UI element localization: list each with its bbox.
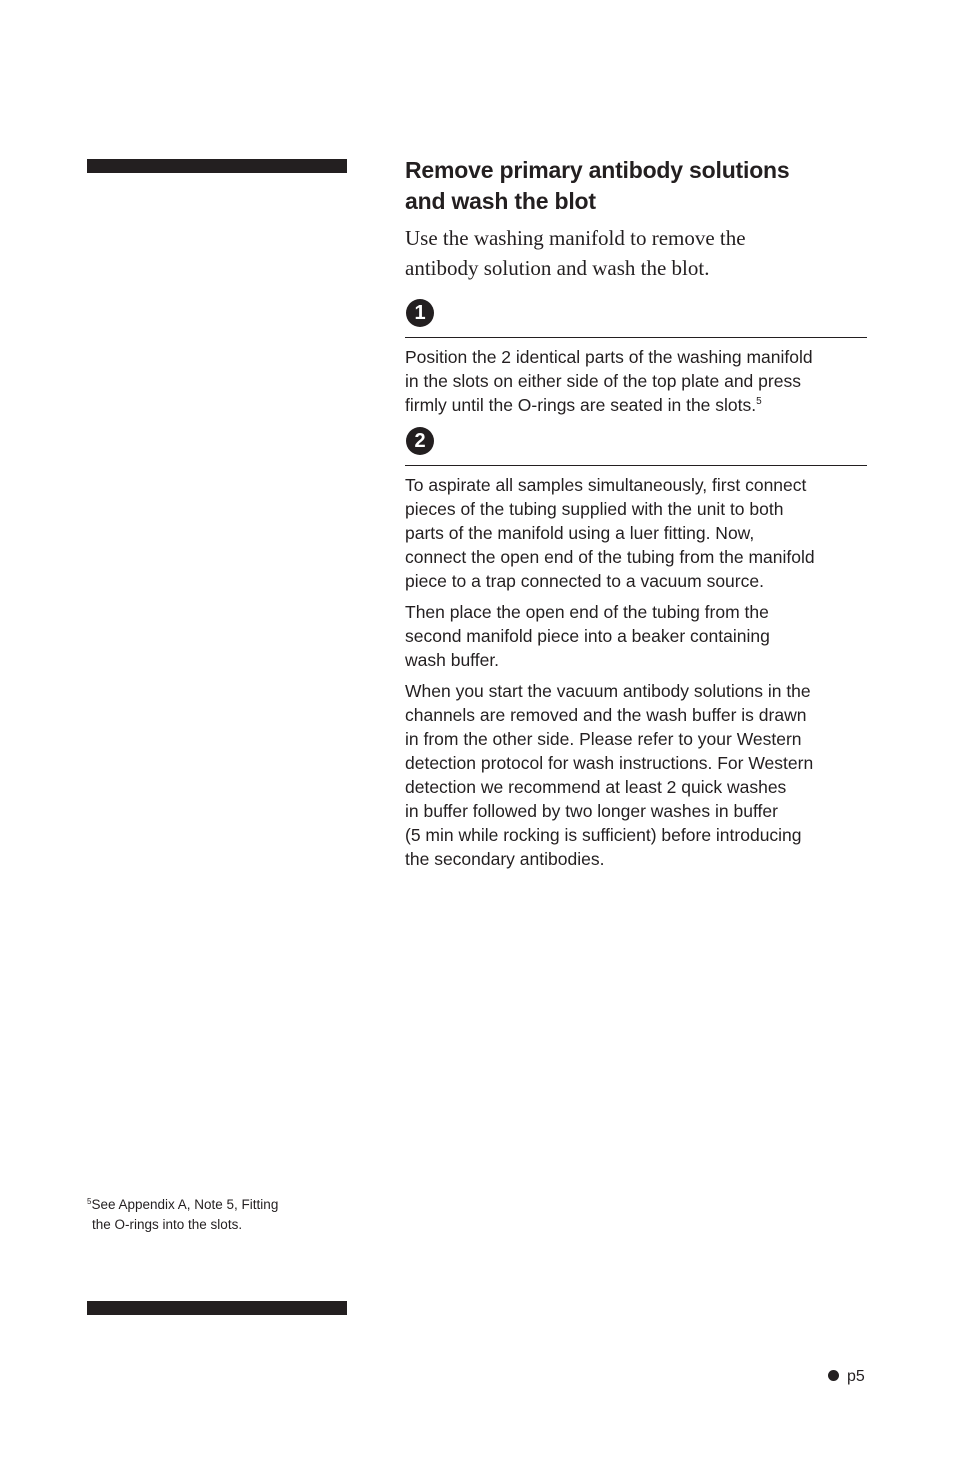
text-line: pieces of the tubing supplied with the unit to both xyxy=(405,499,784,519)
footnote-reference: 5 xyxy=(756,396,762,407)
text-line: channels are removed and the wash buffer is drawn xyxy=(405,705,807,725)
section-heading xyxy=(405,155,867,217)
step-paragraph xyxy=(405,679,867,871)
text-line: in from the other side. Please refer to your Western xyxy=(405,729,802,749)
footnote-line xyxy=(87,1195,347,1215)
step-number-badge: 1 xyxy=(406,299,434,327)
step-paragraph xyxy=(405,600,867,672)
text-line: To aspirate all samples simultaneously, first connect xyxy=(405,475,807,495)
text-line: (5 min while rocking is sufficient) before introducing xyxy=(405,825,802,845)
footnote-marker: 5 xyxy=(87,1197,92,1206)
text-line: piece to a trap connected to a vacuum source. xyxy=(405,571,764,591)
text-line xyxy=(405,393,867,417)
text-line: Position the 2 identical parts of the washing manifold xyxy=(405,347,813,367)
intro-line: Use the washing manifold to remove the xyxy=(405,226,746,250)
text-line: in the slots on either side of the top plate and press xyxy=(405,371,801,391)
step-number-badge: 2 xyxy=(406,427,434,455)
step-paragraph xyxy=(405,345,867,417)
step-1 xyxy=(405,297,867,417)
text-line: When you start the vacuum antibody solutions in the xyxy=(405,681,811,701)
step-header xyxy=(405,297,867,338)
footnote xyxy=(87,1195,347,1235)
heading-line: Remove primary antibody solutions xyxy=(405,157,790,183)
footnote-text: See Appendix A, Note 5, Fitting xyxy=(91,1197,279,1212)
text-line: the secondary antibodies. xyxy=(405,849,605,869)
step-2 xyxy=(405,425,867,871)
page-number xyxy=(828,1367,865,1387)
text-line: parts of the manifold using a luer fitting. Now, xyxy=(405,523,755,543)
page-number-label: p5 xyxy=(847,1368,865,1385)
step-header xyxy=(405,425,867,466)
text-line: in buffer followed by two longer washes in buffer xyxy=(405,801,778,821)
bottom-rule-bar xyxy=(87,1301,347,1315)
step-paragraph xyxy=(405,473,867,593)
intro-line: antibody solution and wash the blot. xyxy=(405,255,710,280)
text-line: connect the open end of the tubing from the manifold xyxy=(405,547,815,567)
text-line: detection we recommend at least 2 quick washes xyxy=(405,777,787,797)
text-line: detection protocol for wash instructions. For Western xyxy=(405,753,814,773)
heading-line: and wash the blot xyxy=(405,188,596,214)
text-line-content: firmly until the O-rings are seated in the slots. xyxy=(405,395,757,415)
text-line: wash buffer. xyxy=(405,650,500,670)
intro-text xyxy=(405,224,867,283)
footnote-line: the O-rings into the slots. xyxy=(92,1217,243,1232)
text-line: Then place the open end of the tubing from the xyxy=(405,602,769,622)
text-line: second manifold piece into a beaker containing xyxy=(405,626,770,646)
bullet-icon xyxy=(828,1370,839,1381)
top-rule-bar xyxy=(87,159,347,173)
